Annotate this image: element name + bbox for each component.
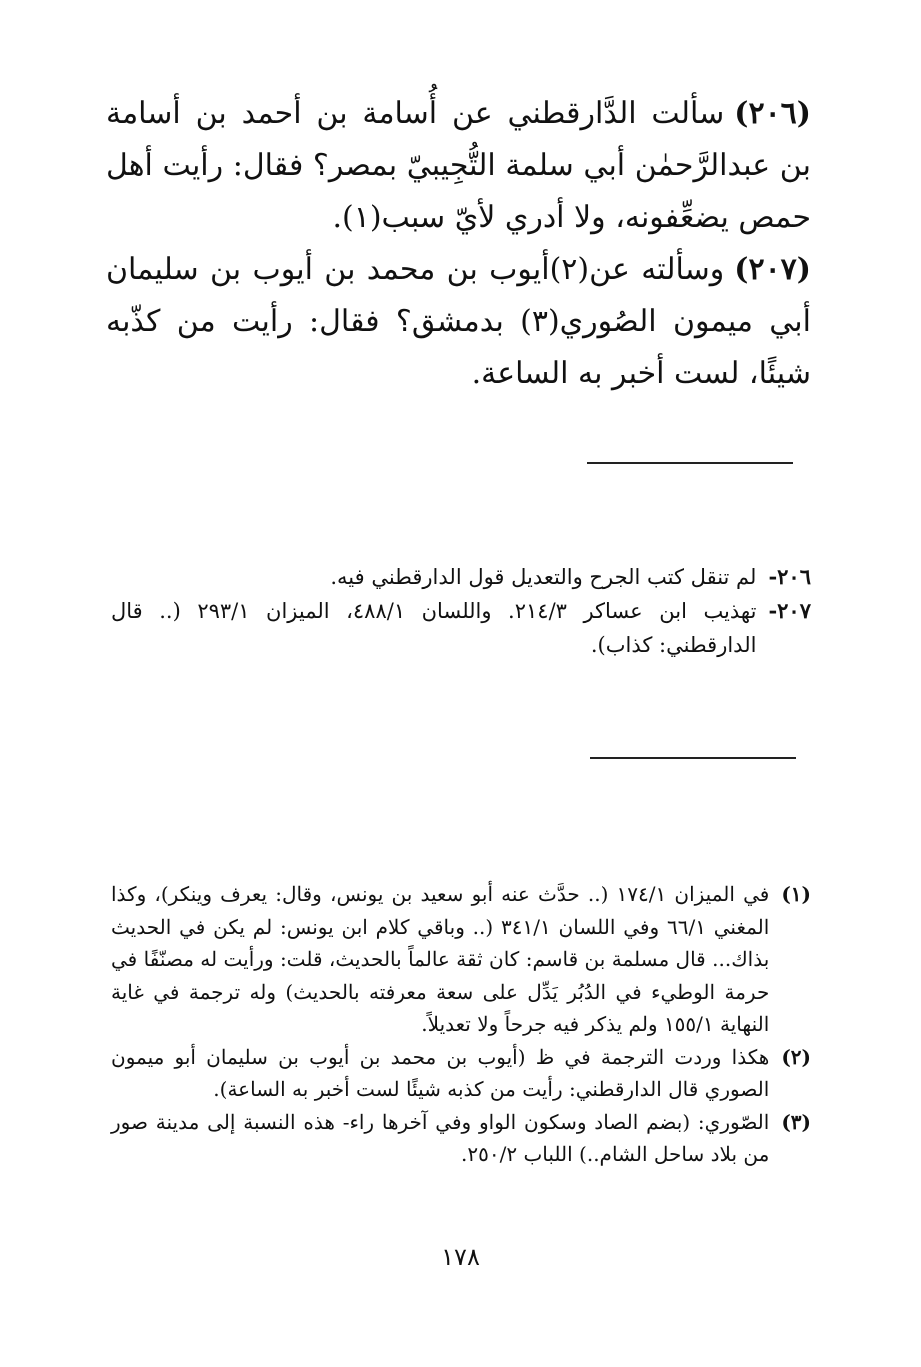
footnote-number: (١) — [781, 882, 811, 906]
footnote-3 — [111, 1106, 811, 1171]
editor-note-207 — [111, 594, 811, 662]
note-text: لم تنقل كتب الجرح والتعديل قول الدارقطني فيه. — [330, 565, 757, 589]
footnotes — [111, 878, 811, 1171]
footnote-number: (٣) — [781, 1109, 811, 1134]
entry-206 — [106, 88, 811, 244]
editor-note-206 — [111, 560, 811, 594]
footnote-1 — [111, 878, 811, 1041]
note-number: ٢٠٧- — [768, 598, 811, 623]
footnote-text: الصّوري: (بضم الصاد وسكون الواو وفي آخرها راء- هذه النسبة إلى مدينة صور من بلاد ساحل الشام..) اللباب ٢٥٠/٢. — [111, 1109, 770, 1166]
entry-207 — [106, 244, 811, 400]
footnote-text: هكذا وردت الترجمة في ظ (أيوب بن محمد بن أيوب بن سليمان أبو ميمون الصوري قال الدارقطني: رأيت من كذبه شيئًا لست أخبر به الساعة). — [111, 1044, 770, 1101]
footnote-2 — [111, 1041, 811, 1106]
note-number: ٢٠٦- — [768, 564, 811, 589]
footnote-number: (٢) — [781, 1044, 811, 1069]
page-number: ١٧٨ — [441, 1243, 480, 1271]
entry-text: سألت الدَّارقطني عن أُسامة بن أحمد بن أسامة بن عبدالرَّحمٰن أبي سلمة التُّجِيبيّ بمصر؟ فقال: رأيت أهل حمص يضعِّفونه، ولا أدري لأيّ سبب(١). — [106, 96, 811, 235]
entry-number: (٢٠٧) — [734, 252, 811, 287]
editor-notes — [111, 560, 811, 662]
note-text: تهذيب ابن عساكر ٢١٤/٣. واللسان ٤٨٨/١، الميزان ٢٩٣/١ (.. قال الدارقطني: كذاب). — [111, 599, 757, 657]
footnote-separator-line — [590, 757, 796, 759]
entry-number: (٢٠٦) — [734, 96, 811, 131]
entry-text: وسألته عن(٢)أيوب بن محمد بن أيوب بن سليمان أبي ميمون الصُوري(٣) بدمشق؟ فقال: رأيت من كذّبه شيئًا، لست أخبر به الساعة. — [106, 252, 811, 391]
separator-line — [587, 462, 793, 464]
footnote-text: في الميزان ١٧٤/١ (.. حدَّث عنه أبو سعيد بن يونس، وقال: يعرف وينكر)، وكذا المغني ٦٦/١ وفي اللسان ٣٤١/١ (.. وباقي كلام ابن يونس: لم يكن في الحديث بذاك... قال مسلمة بن قاسم: كان ثقة عالماً بالحديث، قلت: ورأيت له مصنّفًا في حرمة الوطيء في الدُبُر يَدِّل على سعة معرفته بالحديث) وله ترجمة في غاية النهاية ١٥٥/١ ولم يذكر فيه جرحاً ولا تعديلاً. — [111, 882, 770, 1036]
